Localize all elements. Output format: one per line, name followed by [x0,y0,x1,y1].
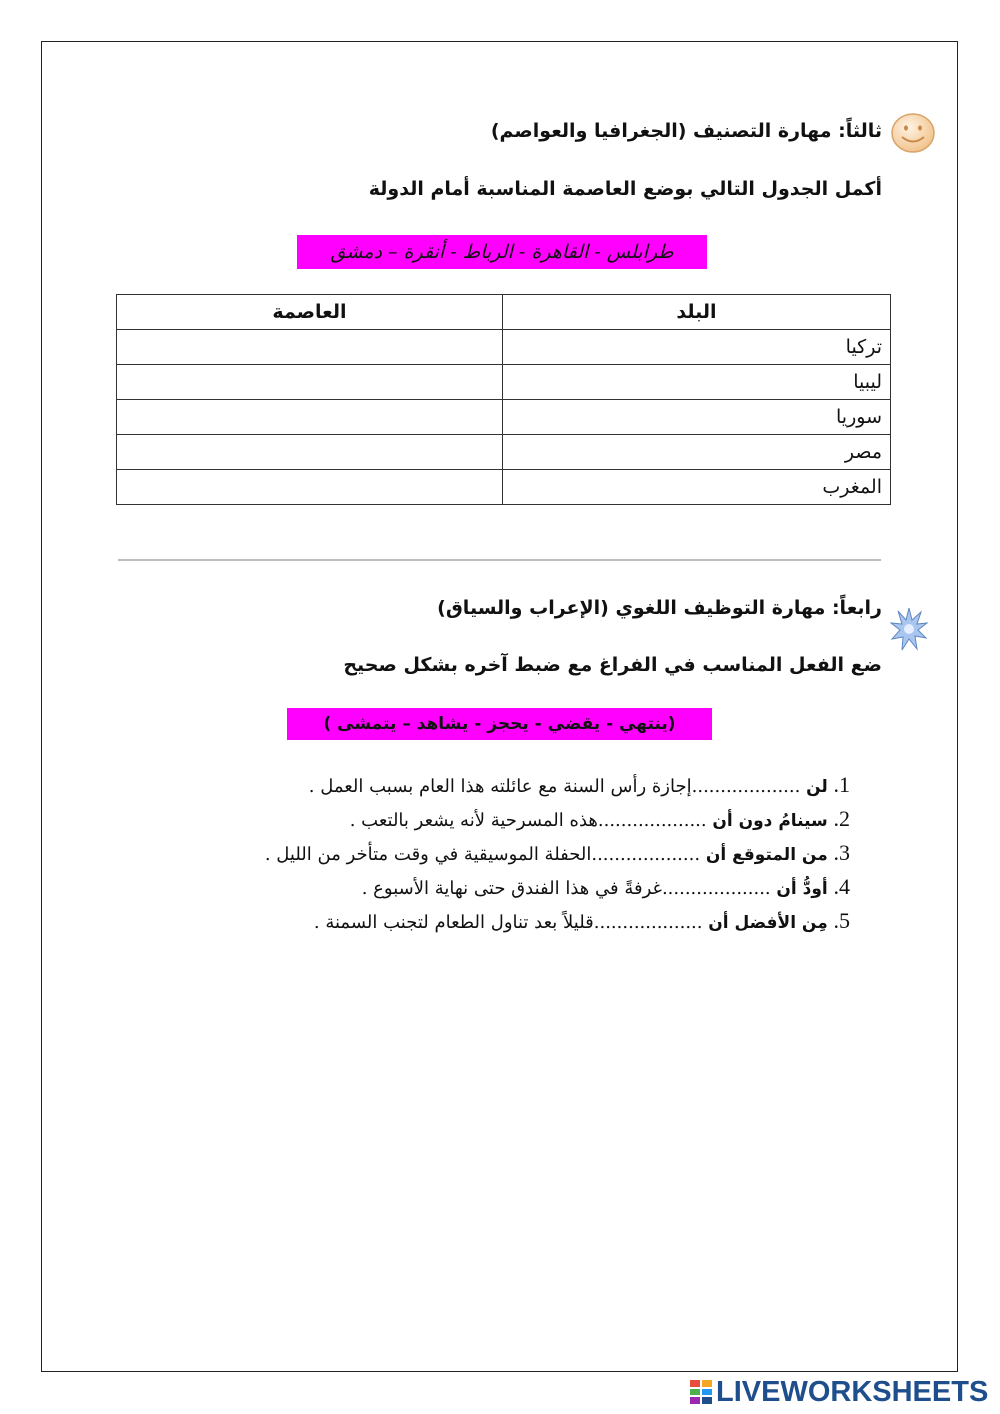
item-number: 5. [833,908,850,933]
capital-cell[interactable] [117,365,503,400]
table-row [117,435,891,470]
item-blank[interactable]: ................... [691,776,801,797]
smiley-icon [890,112,936,154]
liveworksheets-watermark [690,1375,990,1409]
header-country: البلد [503,295,891,330]
capital-cell[interactable] [117,435,503,470]
section4-word-bank: (ينتهي - يقضي - يحجز - يشاهد – يتمشى ) [287,708,712,740]
country-cell: تركيا [503,330,891,365]
item-number: 1. [833,772,850,797]
item-rest: إجازة رأس السنة مع عائلته هذا العام بسبب العمل . [308,776,692,797]
item-number: 4. [833,874,850,899]
item-lead: لن [806,777,828,797]
section3-word-bank: طرابلس - القاهرة - الرباط - أنقرة – دمشق [297,235,707,269]
table-header-row [117,295,891,330]
capital-cell[interactable] [117,400,503,435]
item-rest: غرفةً في هذا الفندق حتى نهاية الأسبوع . [361,878,662,899]
table-row [117,470,891,505]
item-blank[interactable]: ................... [593,912,703,933]
liveworksheets-logo-icon [690,1380,712,1404]
starburst-icon [890,606,928,652]
list-item [110,870,850,904]
section3-title: ثالثاً: مهارة التصنيف (الجغرافيا والعواصم) [490,120,882,142]
section4-title: رابعاً: مهارة التوظيف اللغوي (الإعراب والسياق) [437,597,882,619]
section3-instruction: أكمل الجدول التالي بوضع العاصمة المناسبة أمام الدولة [368,178,882,200]
country-cell: المغرب [503,470,891,505]
list-item [110,802,850,836]
watermark-text: LIVEWORKSHEETS [716,1376,989,1408]
list-item [110,836,850,870]
table-row [117,365,891,400]
item-lead: مِن الأفضل أن [708,913,828,933]
item-lead: من المتوقع أن [705,845,828,865]
country-cell: ليبيا [503,365,891,400]
item-blank[interactable]: ................... [661,878,771,899]
item-lead: أودُّ أن [776,879,828,899]
section4-instruction: ضع الفعل المناسب في الفراغ مع ضبط آخره بشكل صحيح [343,654,882,676]
item-rest: هذه المسرحية لأنه يشعر بالتعب . [349,810,598,831]
fill-blank-list [110,768,850,938]
header-capital: العاصمة [117,295,503,330]
item-rest: الحفلة الموسيقية في وقت متأخر من الليل . [264,844,592,865]
list-item [110,768,850,802]
item-lead: سينامُ دون أن [712,811,828,831]
section-divider [118,559,881,561]
table-row [117,330,891,365]
capital-cell[interactable] [117,470,503,505]
country-cell: مصر [503,435,891,470]
capital-cell[interactable] [117,330,503,365]
table-row [117,400,891,435]
item-rest: قليلاً بعد تناول الطعام لتجنب السمنة . [313,912,594,933]
capitals-table [116,294,891,505]
item-blank[interactable]: ................... [591,844,701,865]
country-cell: سوريا [503,400,891,435]
item-number: 3. [833,840,850,865]
item-blank[interactable]: ................... [597,810,707,831]
item-number: 2. [833,806,850,831]
list-item [110,904,850,938]
